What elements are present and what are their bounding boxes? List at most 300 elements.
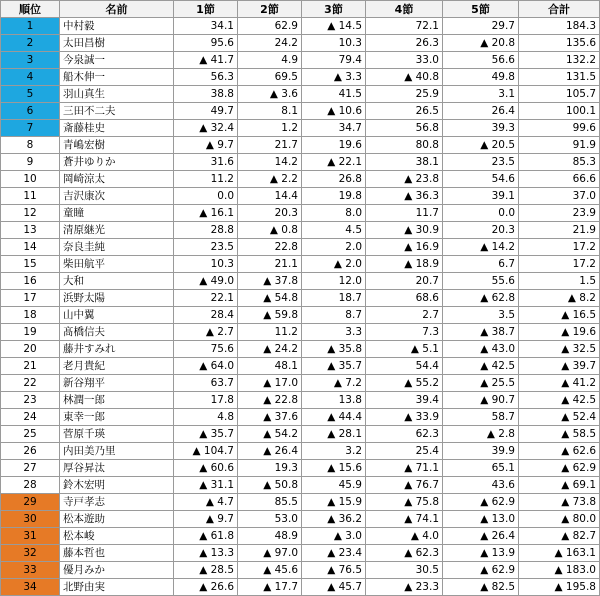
section-2-cell: 24.2 xyxy=(238,35,302,52)
section-1-cell: ▲ 35.7 xyxy=(174,426,238,443)
section-2-cell: 21.7 xyxy=(238,137,302,154)
section-2-cell: ▲ 24.2 xyxy=(238,341,302,358)
name-cell: 童瞳 xyxy=(60,205,174,222)
section-5-cell: ▲ 20.5 xyxy=(443,137,519,154)
name-cell: 奈良圭純 xyxy=(60,239,174,256)
section-5-cell: 58.7 xyxy=(443,409,519,426)
section-1-cell: 49.7 xyxy=(174,103,238,120)
section-1-cell: ▲ 16.1 xyxy=(174,205,238,222)
section-1-cell: 28.4 xyxy=(174,307,238,324)
section-1-cell: 10.3 xyxy=(174,256,238,273)
rank-cell: 5 xyxy=(1,86,60,103)
header-section-5: 5節 xyxy=(443,1,519,18)
section-4-cell: 11.7 xyxy=(366,205,443,222)
table-row xyxy=(1,137,600,154)
section-1-cell: 34.1 xyxy=(174,18,238,35)
rank-cell: 25 xyxy=(1,426,60,443)
total-cell: ▲ 32.5 xyxy=(519,341,600,358)
section-5-cell: ▲ 38.7 xyxy=(443,324,519,341)
total-cell: 135.6 xyxy=(519,35,600,52)
section-3-cell: 8.0 xyxy=(302,205,366,222)
section-4-cell: ▲ 16.9 xyxy=(366,239,443,256)
table-row xyxy=(1,579,600,596)
section-3-cell: 4.5 xyxy=(302,222,366,239)
table-row xyxy=(1,443,600,460)
table-row xyxy=(1,154,600,171)
name-cell: 青嶋宏樹 xyxy=(60,137,174,154)
total-cell: 85.3 xyxy=(519,154,600,171)
section-3-cell: 79.4 xyxy=(302,52,366,69)
section-2-cell: 53.0 xyxy=(238,511,302,528)
total-cell: ▲ 52.4 xyxy=(519,409,600,426)
total-cell: ▲ 41.2 xyxy=(519,375,600,392)
section-3-cell: 26.8 xyxy=(302,171,366,188)
total-cell: ▲ 42.5 xyxy=(519,392,600,409)
name-cell: 老月貴紀 xyxy=(60,358,174,375)
rank-cell: 16 xyxy=(1,273,60,290)
name-cell: 清原継光 xyxy=(60,222,174,239)
section-4-cell: 25.9 xyxy=(366,86,443,103)
name-cell: 優月みか xyxy=(60,562,174,579)
section-4-cell: ▲ 30.9 xyxy=(366,222,443,239)
section-2-cell: ▲ 26.4 xyxy=(238,443,302,460)
rank-cell: 6 xyxy=(1,103,60,120)
table-body xyxy=(1,18,600,596)
table-row xyxy=(1,511,600,528)
section-5-cell: ▲ 13.9 xyxy=(443,545,519,562)
section-5-cell: 20.3 xyxy=(443,222,519,239)
section-2-cell: 69.5 xyxy=(238,69,302,86)
name-cell: 斎藤桂史 xyxy=(60,120,174,137)
section-2-cell: 22.8 xyxy=(238,239,302,256)
section-2-cell: 8.1 xyxy=(238,103,302,120)
table-row xyxy=(1,409,600,426)
section-2-cell: ▲ 0.8 xyxy=(238,222,302,239)
section-1-cell: 11.2 xyxy=(174,171,238,188)
section-5-cell: ▲ 62.8 xyxy=(443,290,519,307)
section-2-cell: ▲ 97.0 xyxy=(238,545,302,562)
section-5-cell: 0.0 xyxy=(443,205,519,222)
rank-cell: 15 xyxy=(1,256,60,273)
total-cell: ▲ 8.2 xyxy=(519,290,600,307)
total-cell: 21.9 xyxy=(519,222,600,239)
section-2-cell: 4.9 xyxy=(238,52,302,69)
rank-cell: 23 xyxy=(1,392,60,409)
section-3-cell: ▲ 14.5 xyxy=(302,18,366,35)
section-5-cell: ▲ 62.9 xyxy=(443,494,519,511)
total-cell: ▲ 82.7 xyxy=(519,528,600,545)
section-3-cell: 8.7 xyxy=(302,307,366,324)
total-cell: ▲ 80.0 xyxy=(519,511,600,528)
section-1-cell: 17.8 xyxy=(174,392,238,409)
section-3-cell: ▲ 23.4 xyxy=(302,545,366,562)
name-cell: 船木伸一 xyxy=(60,69,174,86)
rank-cell: 26 xyxy=(1,443,60,460)
section-5-cell: 3.5 xyxy=(443,307,519,324)
table-row xyxy=(1,222,600,239)
section-3-cell: ▲ 10.6 xyxy=(302,103,366,120)
name-cell: 北野由実 xyxy=(60,579,174,596)
total-cell: ▲ 69.1 xyxy=(519,477,600,494)
section-3-cell: ▲ 44.4 xyxy=(302,409,366,426)
section-4-cell: ▲ 18.9 xyxy=(366,256,443,273)
table-row xyxy=(1,239,600,256)
rank-cell: 22 xyxy=(1,375,60,392)
table-row xyxy=(1,545,600,562)
section-1-cell: ▲ 26.6 xyxy=(174,579,238,596)
section-1-cell: ▲ 49.0 xyxy=(174,273,238,290)
section-1-cell: ▲ 64.0 xyxy=(174,358,238,375)
name-cell: 髙橋信夫 xyxy=(60,324,174,341)
table-row xyxy=(1,35,600,52)
section-5-cell: ▲ 26.4 xyxy=(443,528,519,545)
rank-cell: 13 xyxy=(1,222,60,239)
name-cell: 寺戸孝志 xyxy=(60,494,174,511)
section-1-cell: ▲ 9.7 xyxy=(174,137,238,154)
section-2-cell: 85.5 xyxy=(238,494,302,511)
table-row xyxy=(1,86,600,103)
rank-cell: 33 xyxy=(1,562,60,579)
section-3-cell: 19.6 xyxy=(302,137,366,154)
table-row xyxy=(1,477,600,494)
section-3-cell: ▲ 28.1 xyxy=(302,426,366,443)
section-5-cell: 54.6 xyxy=(443,171,519,188)
section-4-cell: 20.7 xyxy=(366,273,443,290)
section-4-cell: 54.4 xyxy=(366,358,443,375)
total-cell: 17.2 xyxy=(519,239,600,256)
header-row xyxy=(1,1,600,18)
table-row xyxy=(1,188,600,205)
section-1-cell: ▲ 60.6 xyxy=(174,460,238,477)
rank-cell: 34 xyxy=(1,579,60,596)
section-3-cell: ▲ 76.5 xyxy=(302,562,366,579)
rank-cell: 30 xyxy=(1,511,60,528)
section-2-cell: ▲ 17.7 xyxy=(238,579,302,596)
rank-cell: 32 xyxy=(1,545,60,562)
total-cell: ▲ 19.6 xyxy=(519,324,600,341)
section-2-cell: 14.2 xyxy=(238,154,302,171)
section-5-cell: 56.6 xyxy=(443,52,519,69)
section-2-cell: ▲ 59.8 xyxy=(238,307,302,324)
section-4-cell: ▲ 76.7 xyxy=(366,477,443,494)
section-3-cell: ▲ 2.0 xyxy=(302,256,366,273)
total-cell: 105.7 xyxy=(519,86,600,103)
name-cell: 藤本哲也 xyxy=(60,545,174,562)
section-5-cell: 39.1 xyxy=(443,188,519,205)
section-4-cell: 72.1 xyxy=(366,18,443,35)
section-4-cell: 38.1 xyxy=(366,154,443,171)
section-5-cell: ▲ 25.5 xyxy=(443,375,519,392)
section-1-cell: ▲ 9.7 xyxy=(174,511,238,528)
name-cell: 厚谷昇汰 xyxy=(60,460,174,477)
table-row xyxy=(1,290,600,307)
name-cell: 松本峻 xyxy=(60,528,174,545)
section-3-cell: 12.0 xyxy=(302,273,366,290)
total-cell: ▲ 39.7 xyxy=(519,358,600,375)
table-row xyxy=(1,494,600,511)
section-1-cell: 0.0 xyxy=(174,188,238,205)
section-5-cell: ▲ 43.0 xyxy=(443,341,519,358)
rank-cell: 18 xyxy=(1,307,60,324)
rank-cell: 28 xyxy=(1,477,60,494)
section-3-cell: 13.8 xyxy=(302,392,366,409)
name-cell: 岡崎涼太 xyxy=(60,171,174,188)
section-5-cell: 65.1 xyxy=(443,460,519,477)
rank-cell: 1 xyxy=(1,18,60,35)
section-5-cell: ▲ 42.5 xyxy=(443,358,519,375)
section-3-cell: 10.3 xyxy=(302,35,366,52)
name-cell: 内田美乃里 xyxy=(60,443,174,460)
table-row xyxy=(1,341,600,358)
section-4-cell: ▲ 74.1 xyxy=(366,511,443,528)
section-5-cell: 6.7 xyxy=(443,256,519,273)
name-cell: 東幸一郎 xyxy=(60,409,174,426)
rank-cell: 19 xyxy=(1,324,60,341)
name-cell: 松本遊助 xyxy=(60,511,174,528)
section-1-cell: 75.6 xyxy=(174,341,238,358)
rank-cell: 12 xyxy=(1,205,60,222)
section-1-cell: 56.3 xyxy=(174,69,238,86)
section-1-cell: 63.7 xyxy=(174,375,238,392)
section-2-cell: ▲ 37.8 xyxy=(238,273,302,290)
header-rank: 順位 xyxy=(1,1,60,18)
table-row xyxy=(1,18,600,35)
section-1-cell: ▲ 2.7 xyxy=(174,324,238,341)
section-3-cell: ▲ 7.2 xyxy=(302,375,366,392)
rank-cell: 3 xyxy=(1,52,60,69)
section-1-cell: 22.1 xyxy=(174,290,238,307)
total-cell: ▲ 183.0 xyxy=(519,562,600,579)
section-3-cell: ▲ 22.1 xyxy=(302,154,366,171)
section-1-cell: 95.6 xyxy=(174,35,238,52)
section-2-cell: 48.1 xyxy=(238,358,302,375)
section-4-cell: ▲ 33.9 xyxy=(366,409,443,426)
header-section-2: 2節 xyxy=(238,1,302,18)
section-1-cell: 23.5 xyxy=(174,239,238,256)
section-5-cell: ▲ 20.8 xyxy=(443,35,519,52)
section-1-cell: 4.8 xyxy=(174,409,238,426)
header-name: 名前 xyxy=(60,1,174,18)
section-3-cell: ▲ 45.7 xyxy=(302,579,366,596)
total-cell: ▲ 16.5 xyxy=(519,307,600,324)
header-section-1: 1節 xyxy=(174,1,238,18)
table-row xyxy=(1,256,600,273)
total-cell: 1.5 xyxy=(519,273,600,290)
section-2-cell: ▲ 3.6 xyxy=(238,86,302,103)
section-2-cell: 21.1 xyxy=(238,256,302,273)
section-4-cell: 30.5 xyxy=(366,562,443,579)
section-1-cell: ▲ 13.3 xyxy=(174,545,238,562)
section-5-cell: 29.7 xyxy=(443,18,519,35)
section-3-cell: ▲ 3.0 xyxy=(302,528,366,545)
section-5-cell: ▲ 14.2 xyxy=(443,239,519,256)
header-section-4: 4節 xyxy=(366,1,443,18)
name-cell: 吉沢康次 xyxy=(60,188,174,205)
section-1-cell: ▲ 4.7 xyxy=(174,494,238,511)
section-2-cell: 11.2 xyxy=(238,324,302,341)
rank-cell: 8 xyxy=(1,137,60,154)
section-4-cell: 33.0 xyxy=(366,52,443,69)
section-1-cell: ▲ 61.8 xyxy=(174,528,238,545)
section-2-cell: ▲ 22.8 xyxy=(238,392,302,409)
section-2-cell: ▲ 37.6 xyxy=(238,409,302,426)
rank-cell: 31 xyxy=(1,528,60,545)
total-cell: 23.9 xyxy=(519,205,600,222)
rank-cell: 4 xyxy=(1,69,60,86)
rank-cell: 21 xyxy=(1,358,60,375)
section-4-cell: 62.3 xyxy=(366,426,443,443)
total-cell: 184.3 xyxy=(519,18,600,35)
total-cell: ▲ 62.6 xyxy=(519,443,600,460)
name-cell: 藤井すみれ xyxy=(60,341,174,358)
table-row xyxy=(1,528,600,545)
total-cell: 37.0 xyxy=(519,188,600,205)
section-4-cell: ▲ 55.2 xyxy=(366,375,443,392)
rank-cell: 17 xyxy=(1,290,60,307)
section-4-cell: ▲ 40.8 xyxy=(366,69,443,86)
rank-cell: 11 xyxy=(1,188,60,205)
header-total: 合計 xyxy=(519,1,600,18)
rank-cell: 7 xyxy=(1,120,60,137)
section-4-cell: ▲ 62.3 xyxy=(366,545,443,562)
section-4-cell: 39.4 xyxy=(366,392,443,409)
section-5-cell: 39.9 xyxy=(443,443,519,460)
section-2-cell: 48.9 xyxy=(238,528,302,545)
section-2-cell: ▲ 17.0 xyxy=(238,375,302,392)
rank-cell: 10 xyxy=(1,171,60,188)
name-cell: 浜野太陽 xyxy=(60,290,174,307)
name-cell: 太田昌樹 xyxy=(60,35,174,52)
section-1-cell: 28.8 xyxy=(174,222,238,239)
total-cell: 91.9 xyxy=(519,137,600,154)
section-5-cell: ▲ 90.7 xyxy=(443,392,519,409)
section-2-cell: 1.2 xyxy=(238,120,302,137)
section-2-cell: 19.3 xyxy=(238,460,302,477)
section-4-cell: ▲ 71.1 xyxy=(366,460,443,477)
section-5-cell: ▲ 2.8 xyxy=(443,426,519,443)
section-3-cell: 41.5 xyxy=(302,86,366,103)
total-cell: ▲ 73.8 xyxy=(519,494,600,511)
total-cell: 131.5 xyxy=(519,69,600,86)
section-5-cell: 55.6 xyxy=(443,273,519,290)
name-cell: 新谷翔平 xyxy=(60,375,174,392)
section-3-cell: ▲ 15.9 xyxy=(302,494,366,511)
table-row xyxy=(1,392,600,409)
section-3-cell: ▲ 15.6 xyxy=(302,460,366,477)
table-row xyxy=(1,324,600,341)
name-cell: 山中翼 xyxy=(60,307,174,324)
rank-cell: 29 xyxy=(1,494,60,511)
table-row xyxy=(1,205,600,222)
section-5-cell: 49.8 xyxy=(443,69,519,86)
total-cell: 99.6 xyxy=(519,120,600,137)
section-3-cell: 45.9 xyxy=(302,477,366,494)
total-cell: ▲ 163.1 xyxy=(519,545,600,562)
name-cell: 柴田航平 xyxy=(60,256,174,273)
section-3-cell: ▲ 3.3 xyxy=(302,69,366,86)
rank-cell: 24 xyxy=(1,409,60,426)
section-1-cell: ▲ 28.5 xyxy=(174,562,238,579)
table-row xyxy=(1,358,600,375)
section-4-cell: 25.4 xyxy=(366,443,443,460)
section-1-cell: 31.6 xyxy=(174,154,238,171)
section-4-cell: 68.6 xyxy=(366,290,443,307)
table-row xyxy=(1,120,600,137)
name-cell: 羽山真生 xyxy=(60,86,174,103)
section-1-cell: ▲ 41.7 xyxy=(174,52,238,69)
section-5-cell: ▲ 82.5 xyxy=(443,579,519,596)
section-3-cell: 34.7 xyxy=(302,120,366,137)
name-cell: 大和 xyxy=(60,273,174,290)
total-cell: 132.2 xyxy=(519,52,600,69)
header-section-3: 3節 xyxy=(302,1,366,18)
section-5-cell: 23.5 xyxy=(443,154,519,171)
table-row xyxy=(1,460,600,477)
rank-cell: 9 xyxy=(1,154,60,171)
section-4-cell: 2.7 xyxy=(366,307,443,324)
rank-cell: 2 xyxy=(1,35,60,52)
section-3-cell: 2.0 xyxy=(302,239,366,256)
section-2-cell: ▲ 45.6 xyxy=(238,562,302,579)
section-4-cell: 26.3 xyxy=(366,35,443,52)
section-3-cell: ▲ 36.2 xyxy=(302,511,366,528)
table-row xyxy=(1,375,600,392)
section-4-cell: ▲ 5.1 xyxy=(366,341,443,358)
section-3-cell: 19.8 xyxy=(302,188,366,205)
name-cell: 菅原千瑛 xyxy=(60,426,174,443)
section-5-cell: 39.3 xyxy=(443,120,519,137)
total-cell: 66.6 xyxy=(519,171,600,188)
name-cell: 三田不二夫 xyxy=(60,103,174,120)
section-4-cell: 26.5 xyxy=(366,103,443,120)
total-cell: ▲ 195.8 xyxy=(519,579,600,596)
name-cell: 中村毅 xyxy=(60,18,174,35)
section-2-cell: 14.4 xyxy=(238,188,302,205)
table-row xyxy=(1,426,600,443)
name-cell: 今泉誠一 xyxy=(60,52,174,69)
section-5-cell: ▲ 62.9 xyxy=(443,562,519,579)
name-cell: 蒼井ゆりか xyxy=(60,154,174,171)
section-1-cell: 38.8 xyxy=(174,86,238,103)
rank-cell: 20 xyxy=(1,341,60,358)
section-3-cell: 3.2 xyxy=(302,443,366,460)
table-row xyxy=(1,273,600,290)
section-2-cell: ▲ 2.2 xyxy=(238,171,302,188)
section-5-cell: ▲ 13.0 xyxy=(443,511,519,528)
section-3-cell: ▲ 35.7 xyxy=(302,358,366,375)
name-cell: 鈴木宏明 xyxy=(60,477,174,494)
table-row xyxy=(1,52,600,69)
section-3-cell: 18.7 xyxy=(302,290,366,307)
total-cell: 17.2 xyxy=(519,256,600,273)
table-row xyxy=(1,171,600,188)
total-cell: ▲ 62.9 xyxy=(519,460,600,477)
section-4-cell: 7.3 xyxy=(366,324,443,341)
section-4-cell: ▲ 23.8 xyxy=(366,171,443,188)
section-3-cell: 3.3 xyxy=(302,324,366,341)
section-2-cell: 20.3 xyxy=(238,205,302,222)
section-4-cell: ▲ 4.0 xyxy=(366,528,443,545)
table-row xyxy=(1,562,600,579)
section-1-cell: ▲ 104.7 xyxy=(174,443,238,460)
name-cell: 林潤一郎 xyxy=(60,392,174,409)
section-5-cell: 43.6 xyxy=(443,477,519,494)
section-1-cell: ▲ 32.4 xyxy=(174,120,238,137)
section-2-cell: 62.9 xyxy=(238,18,302,35)
total-cell: 100.1 xyxy=(519,103,600,120)
section-4-cell: 56.8 xyxy=(366,120,443,137)
section-2-cell: ▲ 54.8 xyxy=(238,290,302,307)
